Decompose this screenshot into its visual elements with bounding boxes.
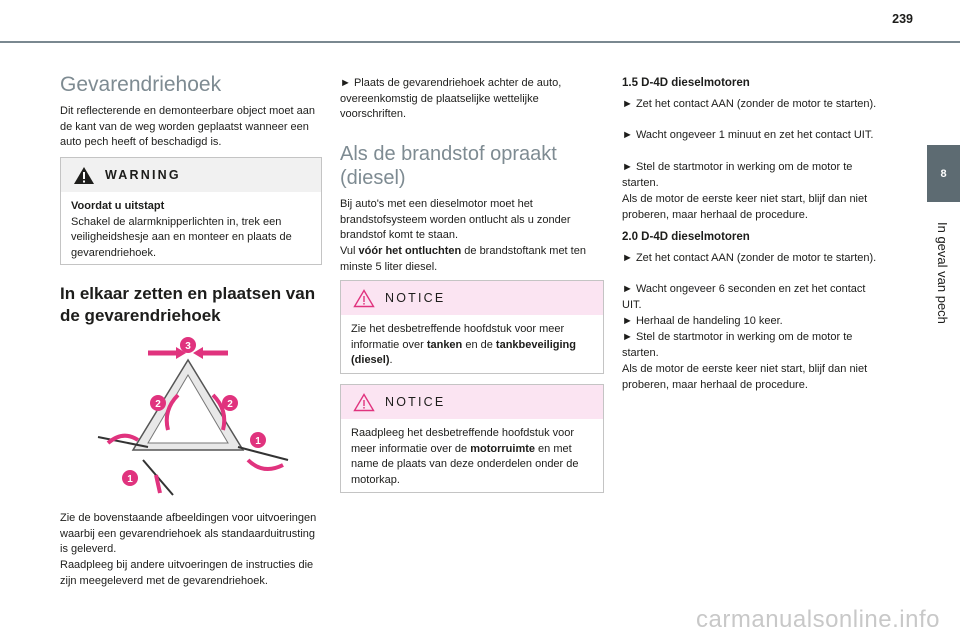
- engine-2-0-step: ► Stel de startmotor in werking om de motor te starten.: [622, 331, 853, 359]
- header-divider: [0, 41, 960, 43]
- notice-icon: [353, 289, 375, 308]
- notice-body: Raadpleeg het desbetreffende hoofdstuk voor meer informatie over de motorruimte en met name de plaats van deze onderdelen onder de motorkap.: [351, 427, 579, 486]
- step-badge-1-left: [122, 470, 138, 486]
- notice-header: [341, 385, 603, 419]
- engine-1-5-step: ► Stel de startmotor in werking om de motor te starten.: [622, 161, 853, 189]
- svg-text:1: 1: [255, 436, 261, 447]
- engine-2-0-step: ► Herhaal de handeling 10 keer.: [622, 315, 783, 327]
- warning-heading: Voordat u uitstapt: [71, 200, 165, 212]
- engine-2-0-title: 2.0 D-4D dieselmotoren: [622, 231, 750, 243]
- svg-text:2: 2: [155, 399, 161, 410]
- assembly-title: In elkaar zetten en plaatsen van de gevarendriehoek: [60, 284, 316, 326]
- engine-1-5-step: ► Zet het contact AAN (zonder de motor te starten).: [622, 98, 877, 110]
- watermark: carmanualsonline.info: [696, 606, 940, 633]
- section-title-fuel: Als de brandstof opraakt (diesel): [340, 143, 557, 190]
- warning-body: [61, 192, 321, 269]
- svg-text:3: 3: [185, 341, 191, 352]
- step-badge-1-right: [250, 432, 266, 448]
- engine-2-0-step: ► Zet het contact AAN (zonder de motor te starten).: [622, 252, 877, 264]
- section-title-triangle: Gevarendriehoek: [60, 73, 222, 96]
- svg-text:1: 1: [127, 474, 133, 485]
- svg-text:2: 2: [227, 399, 233, 410]
- notice-box-refuel: [340, 280, 604, 374]
- notice-body: Zie het desbetreffende hoofdstuk voor meer informatie over tanken en de tankbeveiliging (diesel).: [351, 323, 576, 366]
- step-badge-2-left: [150, 395, 166, 411]
- notice-label: NOTICE: [385, 291, 446, 305]
- notice-icon: [353, 393, 375, 412]
- warning-header: [61, 158, 321, 192]
- chapter-tab[interactable]: [927, 145, 960, 202]
- caption-standard: Zie de bovenstaande afbeeldingen voor uitvoeringen waarbij een gevarendriehoek als standaarduitrusting is geleverd.: [60, 512, 317, 555]
- engine-1-5-step: ► Wacht ongeveer 1 minuut en zet het contact UIT.: [622, 129, 874, 141]
- link-tankbeveiliging: tankbeveiliging (diesel): [351, 338, 576, 366]
- warning-icon: [73, 166, 95, 185]
- link-tanken: tanken: [426, 338, 463, 351]
- warning-label: WARNING: [105, 168, 181, 182]
- warning-box: [60, 157, 322, 265]
- step-badge-2-right: [222, 395, 238, 411]
- bullet-place-triangle: ► Plaats de gevarendriehoek achter de auto, overeenkomstig de plaatselijke wettelijke voorschriften.: [340, 77, 562, 120]
- link-motorruimte: motorruimte: [470, 442, 535, 455]
- engine-2-0-note: Als de motor de eerste keer niet start, blijf dan niet proberen, maar herhaal de procedure.: [622, 363, 868, 391]
- fuel-fill-bold: vóór het ontluchten: [358, 245, 462, 257]
- notice-header: [341, 281, 603, 315]
- engine-1-5-note: Als de motor de eerste keer niet start, blijf dan niet proberen, maar herhaal de procedure.: [622, 193, 868, 221]
- engine-1-5-title: 1.5 D-4D dieselmotoren: [622, 77, 750, 89]
- chapter-number: 8: [940, 167, 947, 180]
- step-badge-3: [180, 337, 196, 353]
- notice-box-engine: [340, 384, 604, 493]
- engine-2-0-step: ► Wacht ongeveer 6 seconden en zet het contact UIT.: [622, 283, 866, 311]
- triangle-assembly-illustration: [88, 335, 308, 505]
- intro-paragraph: Dit reflecterende en demonteerbare object moet aan de kant van de weg worden geplaatst wanneer een auto pech heeft of beschadigd is.: [60, 105, 315, 148]
- caption-other-versions: Raadpleeg bij andere uitvoeringen de instructies die zijn meegeleverd met de gevarendriehoek.: [60, 559, 314, 587]
- warning-text: Schakel de alarmknipperlichten in, trek een veiligheidshesje aan en monteer en plaats de gevarendriehoek.: [71, 215, 292, 259]
- notice-label: NOTICE: [385, 395, 446, 409]
- fuel-fill-paragraph: Vul vóór het ontluchten de brandstoftank met ten minste 5 liter diesel.: [340, 245, 586, 273]
- chapter-title: In geval van pech: [935, 222, 950, 324]
- page-number: 239: [892, 12, 913, 26]
- fuel-paragraph: Bij auto's met een dieselmotor moet het brandstofsysteem worden ontlucht als u zonder brandstof komt te staan.: [340, 198, 571, 241]
